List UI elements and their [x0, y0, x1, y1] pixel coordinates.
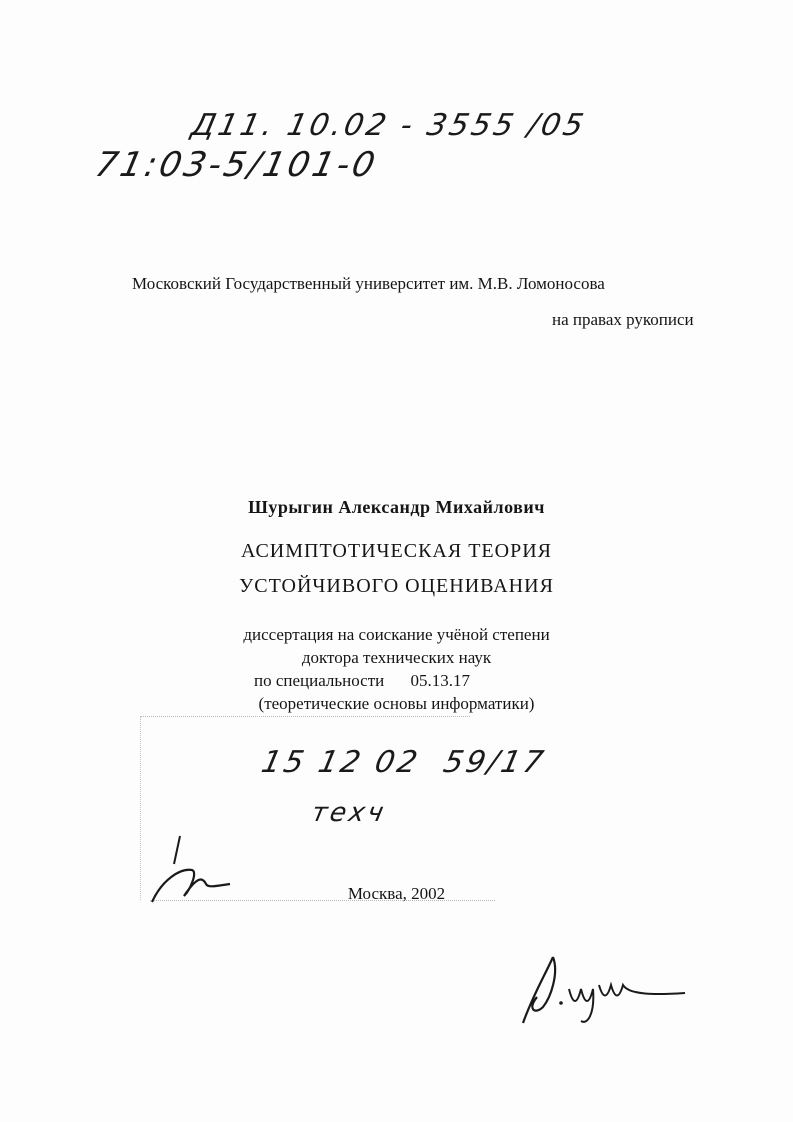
place-and-year: Москва, 2002 — [347, 884, 446, 903]
thesis-title-line-2: УСТОЙЧИВОГО ОЦЕНИВАНИЯ — [239, 575, 554, 597]
thesis-title-line-1: АСИМПТОТИЧЕСКАЯ ТЕОРИЯ — [241, 540, 552, 562]
handwritten-stamp-word: техч — [308, 798, 390, 828]
author-signature-icon — [515, 945, 690, 1030]
university-name: Московский Государственный университет им. М.В. Ломоносова — [132, 274, 605, 293]
specialty-line — [254, 671, 470, 691]
specialty-name: (теоретические основы информатики) — [258, 694, 535, 713]
author-name: Шурыгин Александр Михайлович — [248, 497, 545, 517]
handwritten-archive-code: 71:03-5/101-0 — [91, 145, 382, 185]
manuscript-rights-note: на правах рукописи — [552, 310, 694, 329]
specialty-label: по специальности — [254, 671, 385, 690]
degree-level: доктора технических наук — [301, 648, 492, 667]
handwritten-stamp-date: 15 12 02 — [258, 745, 424, 780]
handwritten-stamp-number: 59/17 — [440, 745, 550, 780]
handwritten-registration-number: Д11. 10.02 - 3555 /05 — [188, 108, 590, 143]
stamp-frame-top — [140, 716, 470, 717]
degree-statement: диссертация на соискание учёной степени — [243, 625, 550, 644]
specialty-code: 05.13.17 — [410, 671, 471, 690]
